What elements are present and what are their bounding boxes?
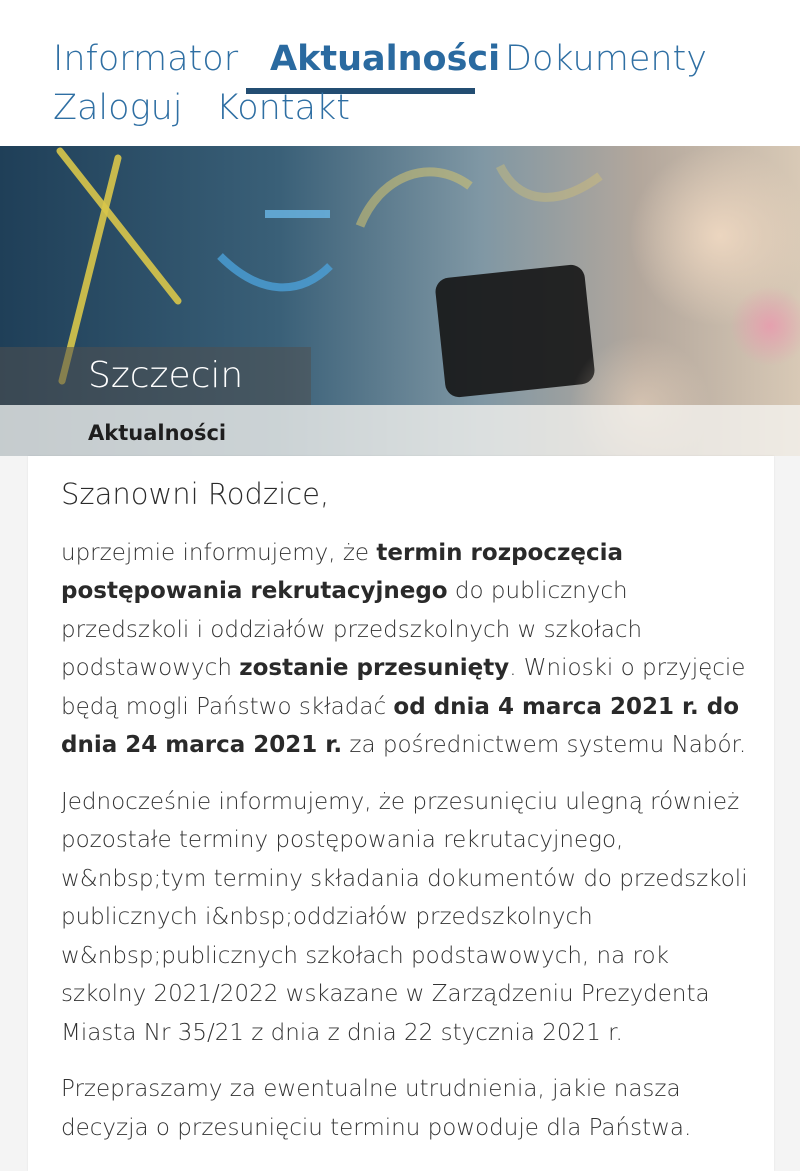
article-content [61, 476, 751, 1165]
article-greeting: Szanowni Rodzice, [61, 477, 330, 511]
article-paragraph-2: Jednocześnie informujemy, że przesunięciu ulegną również pozostałe terminy postępowania rekrutacyjnego, w&nbsp;tym terminy składania dokumentów do przedszkoli publicznych i&nbsp;oddziałów przedszkolnych w&nbsp;publicznych szkołach podstawowych, na rok szkolny 2021/2022 wskazane w Zarządzeniu Prezydenta Miasta Nr 35/21 z dnia z dnia 22 stycznia 2021 r. [61, 788, 748, 1046]
main-navigation [0, 0, 800, 146]
nav-item-dokumenty[interactable]: Dokumenty [505, 39, 707, 79]
text-segment: uprzejmie informujemy, że [61, 539, 377, 566]
bold-segment: od dnia 4 marca 2021 r. do dnia 24 marca 2021 r. [61, 693, 740, 759]
hero-banner [0, 146, 800, 456]
nav-item-aktualnosci[interactable]: Aktualności [270, 39, 501, 79]
nav-item-kontakt[interactable]: Kontakt [216, 88, 350, 128]
text-segment: do publicznych przedszkoli i oddziałów przedszkolnych w szkołach podstawowych [61, 578, 643, 682]
text-segment: . Wnioski o przyjęcie będą mogli Państwo składać [61, 655, 746, 720]
breadcrumb: Aktualności [88, 421, 227, 445]
bold-segment: termin rozpoczęcia postępowania rekrutacyjnego [61, 539, 624, 605]
text-segment: za pośrednictwem systemu Nabór. [342, 732, 747, 759]
city-name: Szczecin [88, 355, 244, 396]
bold-segment: zostanie przesunięty [239, 655, 510, 682]
nav-item-zaloguj[interactable]: Zaloguj [53, 88, 183, 128]
nav-item-informator[interactable]: Informator [53, 39, 239, 79]
article-paragraph-1 [61, 534, 751, 765]
article-paragraph-3: Przepraszamy za ewentualne utrudnienia, jakie nasza decyzja o przesunięciu terminu powoduje dla Państwa. [61, 1076, 692, 1141]
